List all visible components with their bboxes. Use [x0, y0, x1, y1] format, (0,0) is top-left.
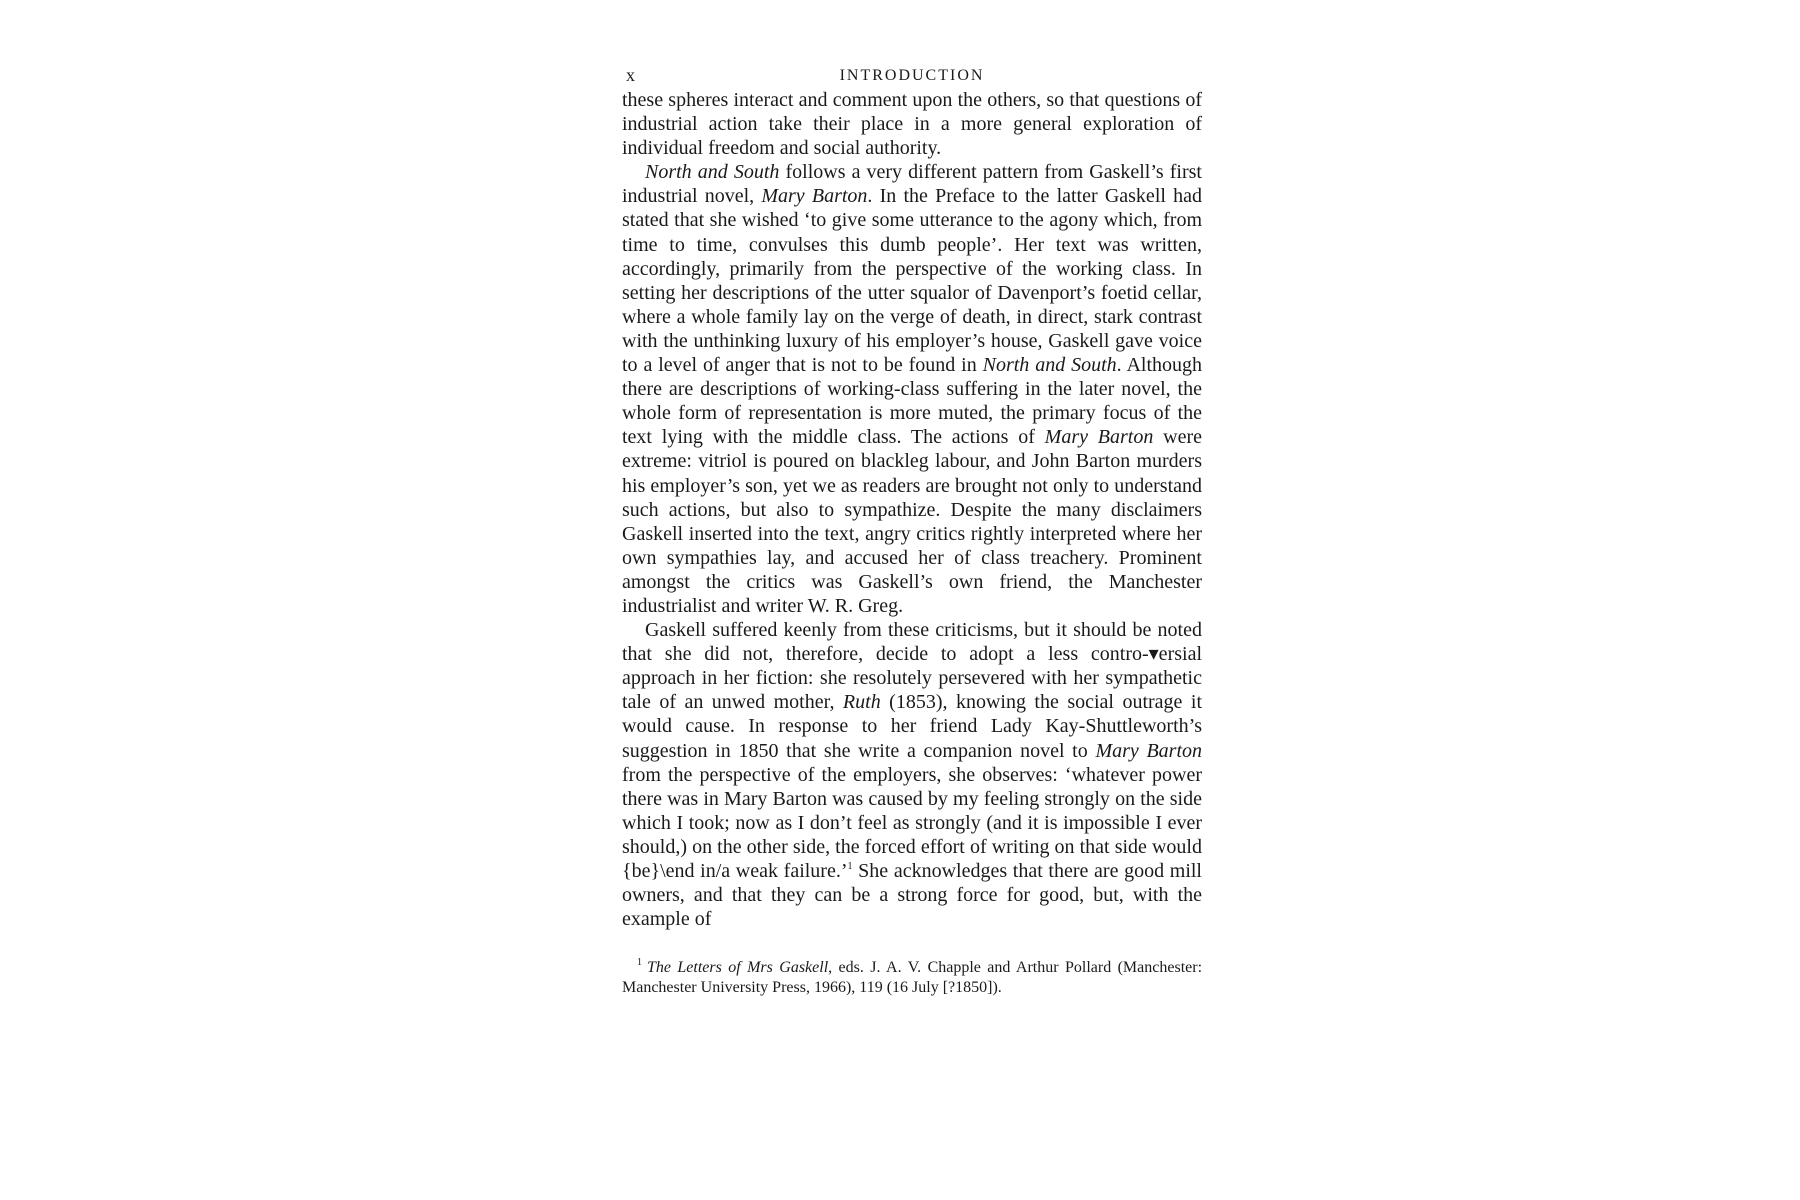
book-title: Mary Barton — [761, 185, 868, 208]
paragraph-text: She acknowledges that there are good mill owners, and that they can be a strong force for good, but, with the example of — [622, 860, 1202, 931]
running-head — [622, 62, 1202, 88]
page-number: x — [626, 65, 635, 85]
book-page — [622, 62, 1202, 998]
book-title: Mary Barton — [1095, 739, 1202, 762]
footnotes — [622, 958, 1202, 998]
paragraph-text: Gaskell suffered keenly from these criticisms, but it should be noted that she did not, therefore, decide to adopt a less contro-▾ersial approach in her fiction: she resolutely persevered with her sympathetic tale of an unwed mother, — [622, 619, 1202, 714]
book-title: Ruth — [842, 691, 881, 714]
paragraph-text: follows a very different pattern from Gaskell’s first industrial novel, — [622, 161, 1202, 208]
running-title: INTRODUCTION — [839, 67, 985, 84]
paragraph-text: . In the Preface to the latter Gaskell had stated that she wished ‘to give some utterance to the agony which, from time to time, convulses this dumb people’. Her text was written, accordingly, primarily from the perspective of the working class. In setting her descriptions of the utter squalor of Davenport’s foetid cellar, where a whole family lay on the verge of death, in direct, stark contrast with the unthinking luxury of his employer’s house, Gaskell gave voice to a level of anger that is not to be found in — [622, 185, 1202, 377]
paragraph-text: (1853), knowing the social outrage it would cause. In response to her friend Lady Kay-Shuttleworth’s suggestion in 1850 that she write a companion novel to — [622, 691, 1202, 762]
footnote-1 — [622, 958, 1202, 998]
book-title: Mary Barton — [1044, 426, 1154, 449]
footnote-mark: 1 — [637, 957, 642, 969]
paragraph-text: . Although there are descriptions of working-class suffering in the later novel, the whole form of representation is more muted, the primary focus of the text lying with the middle class. The actions of — [622, 354, 1203, 449]
book-title: North and South — [982, 354, 1117, 377]
body-text — [622, 88, 1202, 931]
paragraph-text: from the perspective of the employers, she observes: ‘whatever power there was in Mary Barton was caused by my feeling strongly on the side which I took; now as I don’t feel as strongly (and it is impossible I ever should,) on the other side, the forced effort of writing on that side would {be}\end in/a weak failure.’ — [622, 763, 1202, 882]
paragraph-1: these spheres interact and comment upon the others, so that questions of industrial action take their place in a more general exploration of individual freedom and social authority. — [622, 89, 1202, 160]
footnote-book-title: The Letters of Mrs Gaskell — [647, 959, 829, 977]
paragraph-text: were extreme: vitriol is poured on blackleg labour, and John Barton murders his employer’s son, yet we as readers are brought not only to understand such actions, but also to sympathize. Despite the many disclaimers Gaskell inserted into the text, angry critics rightly interpreted where her own sympathies lay, and accused her of class treachery. Prominent amongst the critics was Gaskell’s own friend, the Manchester industrialist and writer W. R. Greg. — [622, 426, 1202, 617]
book-title: North and South — [645, 161, 780, 184]
paragraph-2 — [622, 160, 1202, 618]
footnote-reference[interactable]: 1 — [847, 861, 853, 872]
footnote-text: , eds. J. A. V. Chapple and Arthur Pollard (Manchester: Manchester University Press, 1966), 119 (16 July [?1850]). — [622, 959, 1203, 997]
paragraph-3 — [622, 618, 1202, 931]
